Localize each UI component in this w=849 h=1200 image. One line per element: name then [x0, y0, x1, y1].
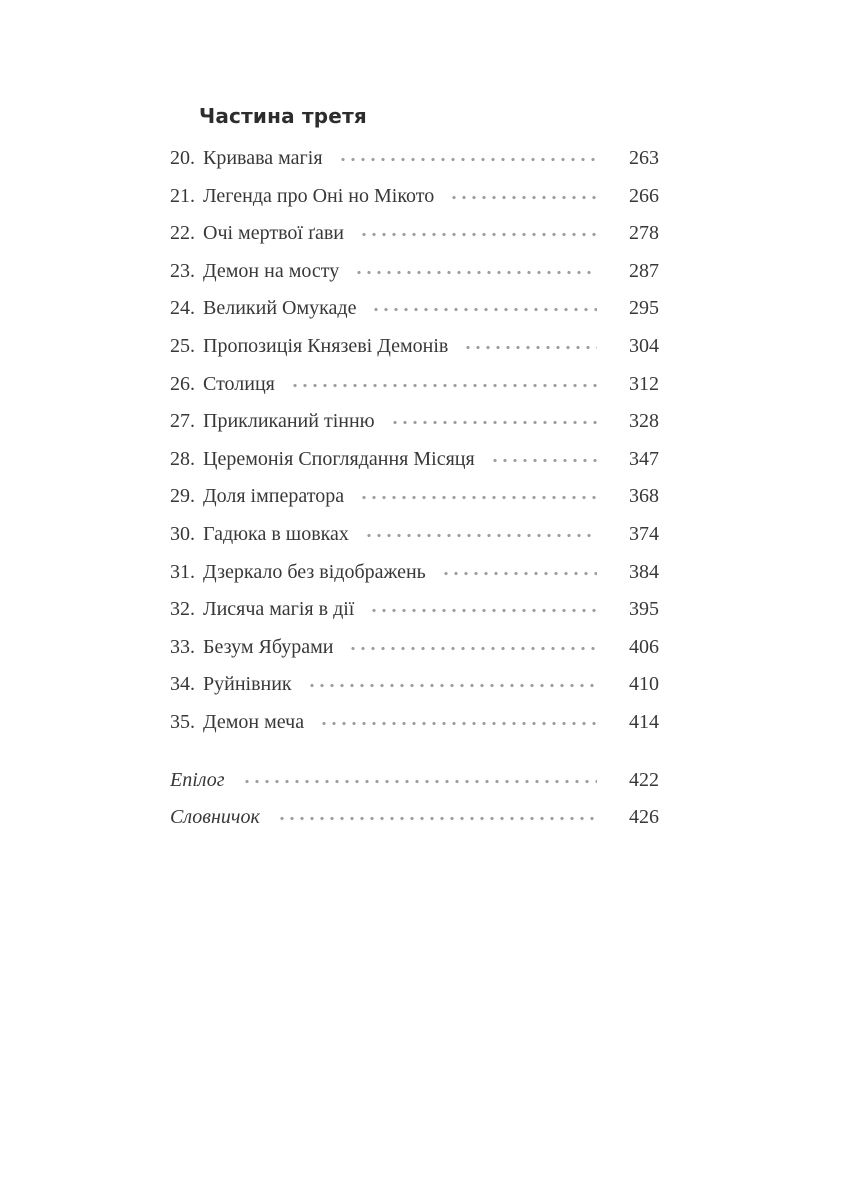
dot-leader — [316, 719, 597, 728]
dot-leader — [356, 493, 597, 502]
toc-entry — [170, 178, 659, 216]
dot-leader — [274, 814, 597, 823]
toc-entry — [170, 328, 659, 366]
dot-leader — [446, 193, 597, 202]
chapter-number: 29. — [170, 485, 195, 508]
chapter-title: Столиця — [203, 372, 275, 395]
dot-leader — [460, 343, 597, 352]
chapter-number: 27. — [170, 410, 195, 433]
chapter-number: 26. — [170, 372, 195, 395]
toc-entry — [170, 666, 659, 704]
toc-entry — [170, 140, 659, 178]
page-number: 278 — [629, 222, 659, 245]
chapter-list — [170, 140, 659, 742]
page-number: 410 — [629, 673, 659, 696]
page-number: 295 — [629, 297, 659, 320]
dot-leader — [287, 381, 597, 390]
chapter-title: Безум Ябурами — [203, 635, 334, 658]
dot-leader — [356, 230, 597, 239]
page-number: 263 — [629, 147, 659, 169]
chapter-number: 28. — [170, 447, 195, 470]
page-number: 347 — [629, 447, 659, 470]
toc-entry — [170, 762, 659, 800]
toc-entry — [170, 516, 659, 554]
dot-leader — [366, 606, 597, 615]
dot-leader — [361, 531, 597, 540]
page-number: 406 — [629, 635, 659, 658]
chapter-title: Дзеркало без відображень — [203, 560, 426, 583]
dot-leader — [351, 268, 597, 277]
dot-leader — [304, 681, 597, 690]
chapter-title: Лисяча магія в дії — [203, 598, 355, 621]
chapter-title: Очі мертвої ґави — [203, 222, 344, 245]
page-number: 266 — [629, 184, 659, 207]
chapter-number: 25. — [170, 334, 195, 357]
toc-entry — [170, 215, 659, 253]
page-number: 287 — [629, 259, 659, 282]
chapter-number: 21. — [170, 184, 195, 207]
page-number: 328 — [629, 410, 659, 433]
chapter-number: 34. — [170, 673, 195, 696]
chapter-number: 33. — [170, 635, 195, 658]
chapter-title: Демон меча — [203, 710, 305, 733]
chapter-title: Демон на мосту — [203, 259, 340, 282]
backmatter-list — [170, 762, 659, 837]
toc-entry — [170, 253, 659, 291]
page-number: 374 — [629, 522, 659, 545]
chapter-number: 20. — [170, 147, 195, 169]
toc-entry — [170, 403, 659, 441]
chapter-number: 30. — [170, 522, 195, 545]
dot-leader — [368, 305, 597, 314]
page-number: 368 — [629, 485, 659, 508]
chapter-title: Пропозиція Князеві Демонів — [203, 334, 449, 357]
page-number: 384 — [629, 560, 659, 583]
toc-entry — [170, 629, 659, 667]
toc-entry — [170, 441, 659, 479]
chapter-number: 35. — [170, 710, 195, 733]
page-number: 414 — [629, 710, 659, 733]
dot-leader — [335, 155, 597, 164]
dot-leader — [345, 644, 597, 653]
chapter-number: 22. — [170, 222, 195, 245]
chapter-title: Легенда про Оні но Мікото — [203, 184, 435, 207]
chapter-number: 32. — [170, 598, 195, 621]
backmatter-title: Словничок — [170, 806, 260, 829]
dot-leader — [387, 418, 597, 427]
table-of-contents — [170, 140, 659, 837]
toc-entry — [170, 554, 659, 592]
chapter-title: Доля імператора — [203, 485, 345, 508]
part-heading: Частина третя — [199, 104, 367, 128]
chapter-number: 23. — [170, 259, 195, 282]
page-number: 312 — [629, 372, 659, 395]
toc-entry — [170, 591, 659, 629]
page-number: 304 — [629, 334, 659, 357]
page-number: 426 — [629, 806, 659, 829]
toc-entry — [170, 366, 659, 404]
dot-leader — [239, 777, 597, 786]
chapter-number: 31. — [170, 560, 195, 583]
chapter-title: Великий Омукаде — [203, 297, 357, 320]
chapter-title: Церемонія Споглядання Місяця — [203, 447, 475, 470]
dot-leader — [487, 456, 597, 465]
chapter-title: Кривава магія — [203, 147, 323, 169]
chapter-number: 24. — [170, 297, 195, 320]
toc-entry — [170, 799, 659, 837]
chapter-title: Гадюка в шовках — [203, 522, 349, 545]
page-number: 422 — [629, 768, 659, 791]
toc-entry — [170, 704, 659, 742]
toc-entry — [170, 290, 659, 328]
page-number: 395 — [629, 598, 659, 621]
dot-leader — [438, 569, 597, 578]
toc-entry — [170, 478, 659, 516]
chapter-title: Прикликаний тінню — [203, 410, 375, 433]
backmatter-title: Епілог — [170, 768, 225, 791]
chapter-title: Руйнівник — [203, 673, 292, 696]
